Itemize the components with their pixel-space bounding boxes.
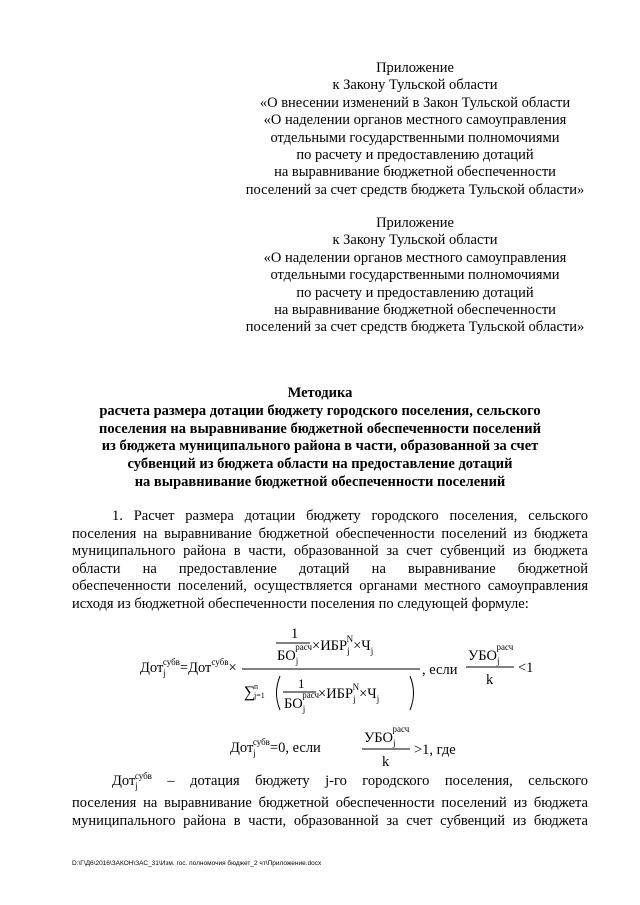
paragraph-line: 1. Расчет размера дотации бюджету городского поселения, сельского <box>112 508 588 524</box>
appendix-line: «О наделении органов местного самоуправления <box>263 112 567 129</box>
appendix-line: Приложение <box>376 215 454 231</box>
paragraph-2 <box>72 768 588 831</box>
formula2-lhs: Дот$_j$субв=0, если <box>230 737 321 758</box>
appendix-line: по расчету и предоставлению дотаций <box>296 284 534 301</box>
appendix-line: «О наделении органов местного самоуправления <box>263 249 567 266</box>
formula-lhs: Дот$_j$субв=Дот$^{субв}$× <box>140 657 237 678</box>
denominator-one: 1 <box>298 676 305 691</box>
paragraph-line: Дот$_j^{субв}$ – дотация бюджету j-го городского поселения, сельского <box>112 771 589 791</box>
title-line: Методика <box>287 385 353 401</box>
paragraph-line: поселения на выравнивание бюджетной обеспеченности поселений из бюджета <box>72 795 588 812</box>
appendix-header-original <box>220 215 610 337</box>
appendix-line: поселений за счет средств бюджета Тульской области» <box>245 181 585 198</box>
appendix-line: на выравнивание бюджетной обеспеченности <box>274 302 556 319</box>
document-title <box>70 385 570 492</box>
numerator-bo: $БО_jрасч$ <box>277 642 313 666</box>
term-dot: Дот$_j^{субв}$ <box>112 771 152 791</box>
paragraph-line: поселения на выравнивание бюджетной обеспеченности поселений из бюджета <box>72 525 588 542</box>
appendix-line: к Закону Тульской области <box>332 77 498 94</box>
condition-k: k <box>486 672 494 688</box>
condition-word: , если <box>422 662 458 678</box>
paragraph-1 <box>72 508 588 614</box>
appendix-line: «О внесении изменений в Закон Тульской области <box>259 94 571 111</box>
title-line: из бюджета муниципального района в части, образованной за счет <box>101 438 539 455</box>
formula2-k: k <box>382 754 390 770</box>
appendix-line: на выравнивание бюджетной обеспеченности <box>274 164 556 181</box>
formula-subsidy-case-1 <box>130 618 560 718</box>
paragraph-line: муниципального района в части, образованной за счет субвенций из бюджета <box>72 543 588 560</box>
denominator-terms: $\times ИБР_jN\times Ч_j$ <box>318 682 380 704</box>
numerator-one: 1 <box>291 626 299 642</box>
title-line: на выравнивание бюджетной обеспеченности поселений <box>134 473 506 490</box>
formula-subsidy-case-2 <box>228 724 528 774</box>
paragraph-line: исходя из бюджетной обеспеченности поселения по следующей формуле: <box>72 595 529 612</box>
paragraph-line: области на предоставление дотаций на выравнивание бюджетной <box>72 560 588 577</box>
appendix-line: Приложение <box>376 60 454 76</box>
paren-right <box>410 676 414 710</box>
formula2-relation: >1, где <box>414 742 456 758</box>
paragraph-line: муниципального района в части, образованной за счет субвенций из бюджета <box>72 812 588 829</box>
denominator-bo: $БО_jрасч$ <box>284 690 320 714</box>
sum-upper: n <box>254 682 258 691</box>
sum-lower: j=1 <box>254 691 265 700</box>
condition-ubo: $УБО_jрасч$ <box>468 642 514 666</box>
title-line: субвенций из бюджета области на предоставление дотаций <box>127 456 513 473</box>
appendix-line: отдельными государственными полномочиями <box>270 267 560 284</box>
title-line: расчета размера дотации бюджету городского поселения, сельского <box>99 402 541 419</box>
paragraph-line: обеспеченности поселений, осуществляется органами местного самоуправления <box>72 578 588 595</box>
formula2-ubo: $УБО_jрасч$ <box>364 724 410 748</box>
title-line: поселения на выравнивание бюджетной обеспеченности поселений <box>99 420 541 437</box>
appendix-line: поселений за счет средств бюджета Тульской области» <box>245 319 585 336</box>
sum-symbol: ∑ <box>244 684 256 701</box>
appendix-header-amendment <box>220 60 610 199</box>
condition-relation: <1 <box>518 660 534 676</box>
footer-file-path: D:\Г\Д6\2016\ЗАКОН\ЗАС_31\Изм. гос. полномочия бюджет_2 чт\Приложение.docx <box>72 860 322 867</box>
appendix-line: отдельными государственными полномочиями <box>270 129 560 146</box>
paren-left <box>277 676 281 710</box>
appendix-line: к Закону Тульской области <box>332 232 498 249</box>
numerator-terms: $\times ИБР_jN\times Ч_j$ <box>312 634 374 656</box>
appendix-line: по расчету и предоставлению дотаций <box>296 147 534 164</box>
